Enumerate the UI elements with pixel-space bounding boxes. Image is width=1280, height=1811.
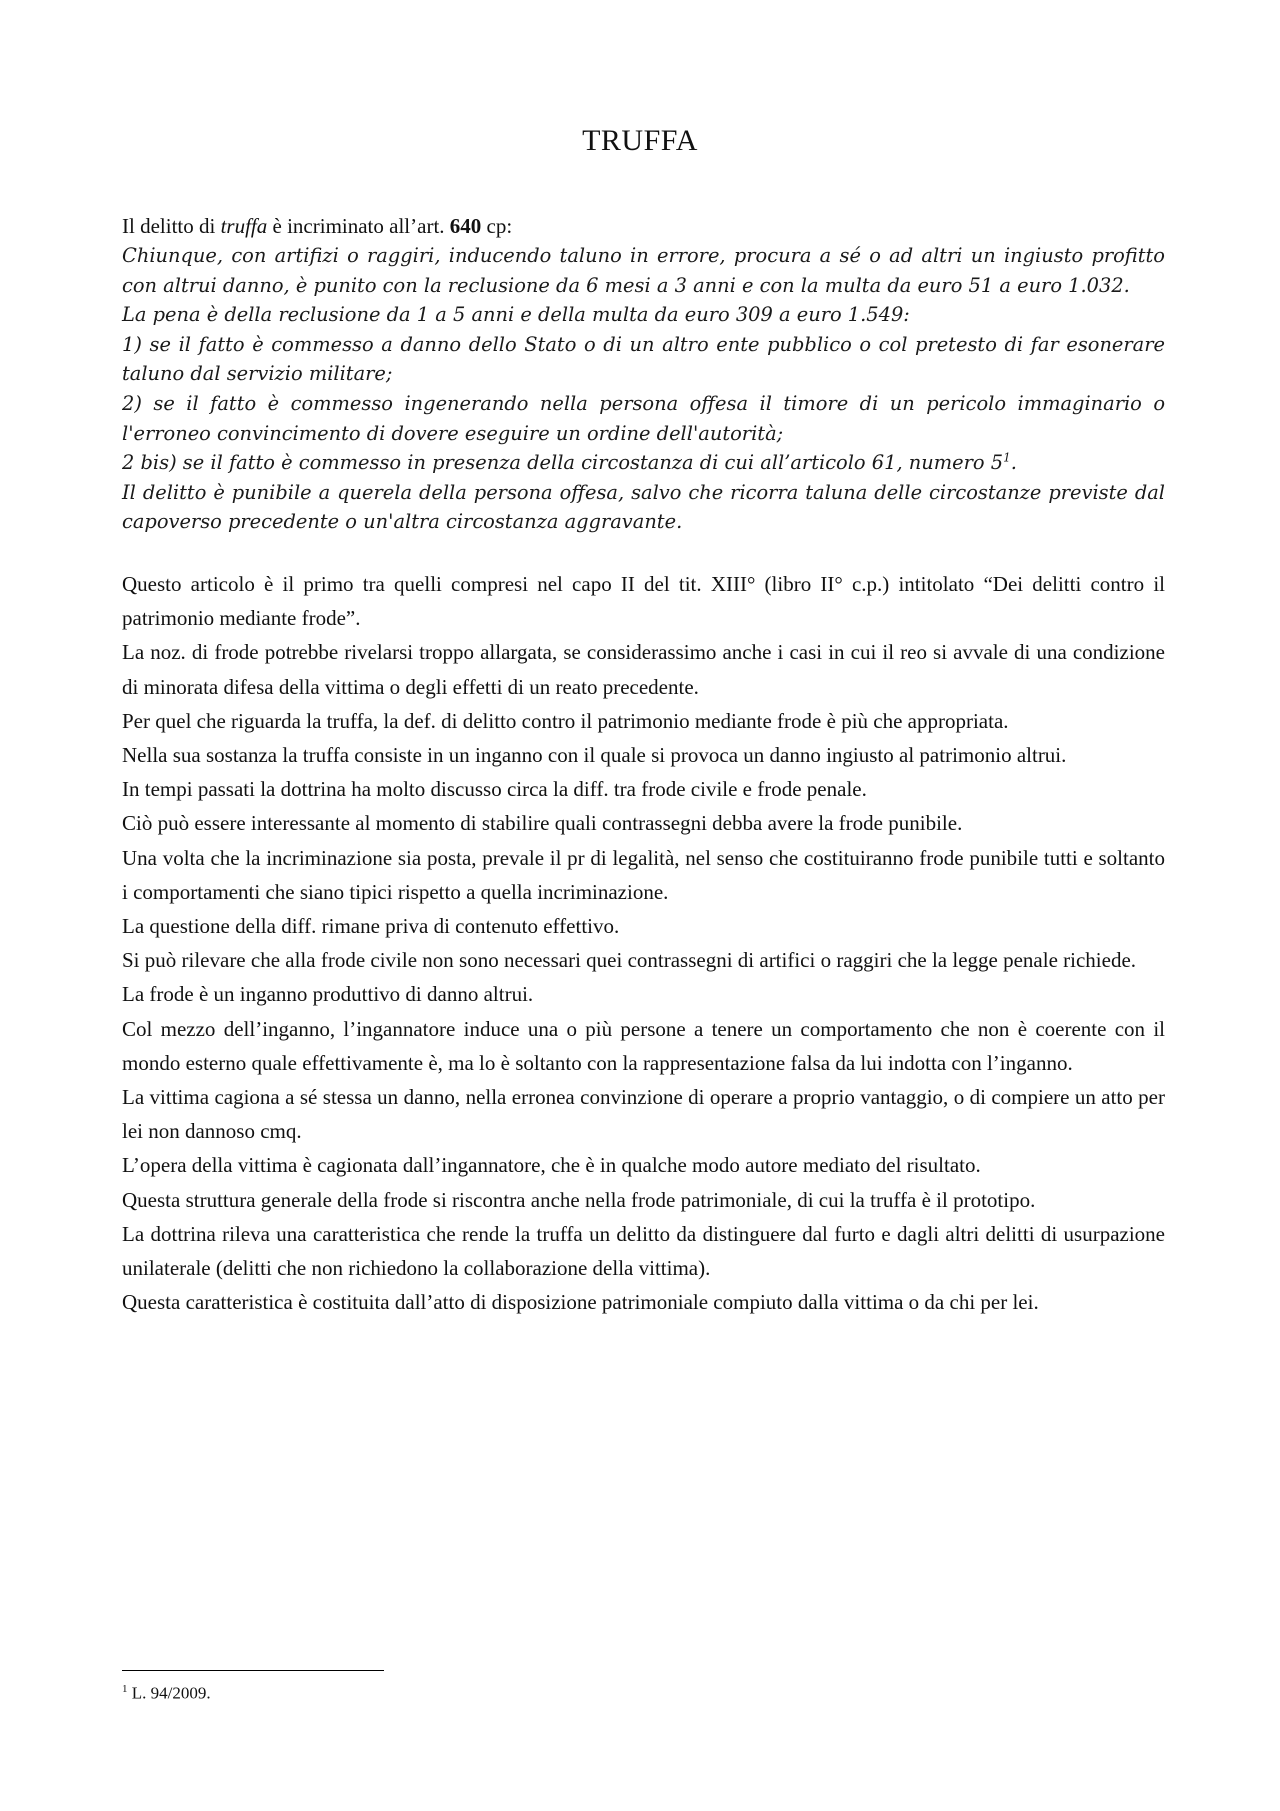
intro-post: cp: bbox=[481, 214, 513, 238]
quote-paragraph: La pena è della reclusione da 1 a 5 anni e della multa da euro 309 a euro 1.549: bbox=[122, 303, 910, 327]
intro-line bbox=[122, 212, 1165, 241]
body-paragraph: Per quel che riguarda la truffa, la def. di delitto contro il patrimonio mediante frode è più che appropriata. bbox=[122, 708, 1009, 733]
body-paragraph: Questa struttura generale della frode si riscontra anche nella frode patrimoniale, di cui la truffa è il prototipo. bbox=[122, 1187, 1036, 1212]
intro-em: truffa bbox=[220, 214, 268, 238]
intro-pre: Il delitto di bbox=[122, 214, 221, 238]
footnote-reference[interactable]: 1 bbox=[1003, 450, 1011, 465]
body-paragraph: Col mezzo dell’inganno, l’ingannatore induce una o più persone a tenere un comportamento che non è coerente con il mondo esterno quale effettivamente è, ma lo è soltanto con la rappresentazione falsa da lui indotta con l’inganno. bbox=[122, 1016, 1165, 1075]
quote-paragraph: 2) se il fatto è commesso ingenerando nella persona offesa il timore di un pericolo immaginario o l'erroneo convincimento di dovere eseguire un ordine dell'autorità; bbox=[122, 391, 1165, 445]
body-paragraph: La noz. di frode potrebbe rivelarsi troppo allargata, se considerassimo anche i casi in cui il reo si avvale di una condizione di minorata difesa della vittima o degli effetti di un reato precedente. bbox=[122, 640, 1165, 699]
body-paragraph: La vittima cagiona a sé stessa un danno, nella erronea convinzione di operare a proprio vantaggio, o di compiere un atto per lei non dannoso cmq. bbox=[122, 1084, 1165, 1144]
body-paragraph: In tempi passati la dottrina ha molto discusso circa la diff. tra frode civile e frode penale. bbox=[122, 777, 867, 802]
body-paragraph: Una volta che la incriminazione sia posta, prevale il pr di legalità, nel senso che costituiranno frode punibile tutti e soltanto i comportamenti che siano tipici rispetto a quella incriminazione. bbox=[122, 845, 1165, 904]
body-paragraph: Ciò può essere interessante al momento di stabilire quali contrassegni debba avere la frode punibile. bbox=[122, 811, 963, 836]
body-paragraph: L’opera della vittima è cagionata dall’ingannatore, che è in qualche modo autore mediato del risultato. bbox=[122, 1153, 981, 1178]
body-paragraph: Si può rilevare che alla frode civile non sono necessari quei contrassegni di artifici o raggiri che la legge penale richiede. bbox=[122, 948, 1137, 973]
body-paragraph: Nella sua sostanza la truffa consiste in un inganno con il quale si provoca un danno ingiusto al patrimonio altrui. bbox=[122, 742, 1067, 767]
body-paragraph: La frode è un inganno produttivo di danno altrui. bbox=[122, 982, 534, 1007]
body-paragraph: Questo articolo è il primo tra quelli compresi nel capo II del tit. XIII° (libro II° c.p.) intitolato “Dei delitti contro il patrimonio mediante frode”. bbox=[122, 571, 1165, 631]
footnote-text: L. 94/2009. bbox=[127, 1683, 211, 1703]
body-paragraph: Questa caratteristica è costituita dall’atto di disposizione patrimoniale compiuto dalla vittima o da chi per lei. bbox=[122, 1290, 1039, 1315]
document-title: TRUFFA bbox=[582, 124, 698, 157]
document-body bbox=[122, 212, 1165, 1319]
footnote bbox=[122, 1678, 211, 1705]
quote-text: 2 bis) se il fatto è commesso in presenza della circostanza di cui all’articolo 61, numero 5 bbox=[122, 451, 1004, 475]
quote-paragraph: Chiunque, con artifizi o raggiri, inducendo taluno in errore, procura a sé o ad altri un ingiusto profitto con altrui danno, è punito con la reclusione da 6 mesi a 3 anni e con la multa da euro 51 a euro 1.032. bbox=[122, 244, 1165, 297]
article-number: 640 bbox=[449, 214, 482, 238]
footnote-separator bbox=[122, 1670, 384, 1671]
footnote-mark: 1 bbox=[122, 1683, 128, 1695]
quote-paragraph: Il delitto è punibile a querela della persona offesa, salvo che ricorra taluna delle circostanze previste dal capoverso precedente o un'altra circostanza aggravante. bbox=[122, 480, 1165, 534]
commentary bbox=[122, 567, 1165, 1319]
intro-mid: è incriminato all’art. bbox=[267, 214, 450, 238]
quote-period: . bbox=[1010, 451, 1017, 475]
body-paragraph: La dottrina rileva una caratteristica che rende la truffa un delitto da distinguere dal furto e dagli altri delitti di usurpazione unilaterale (delitti che non richiedono la collaborazione della vittima). bbox=[122, 1221, 1165, 1280]
body-paragraph: La questione della diff. rimane priva di contenuto effettivo. bbox=[122, 913, 620, 938]
quote-paragraph: 1) se il fatto è commesso a danno dello Stato o di un altro ente pubblico o col pretesto di far esonerare taluno dal servizio militare; bbox=[122, 332, 1165, 386]
law-quote bbox=[122, 241, 1165, 537]
quote-paragraph bbox=[122, 448, 1165, 478]
